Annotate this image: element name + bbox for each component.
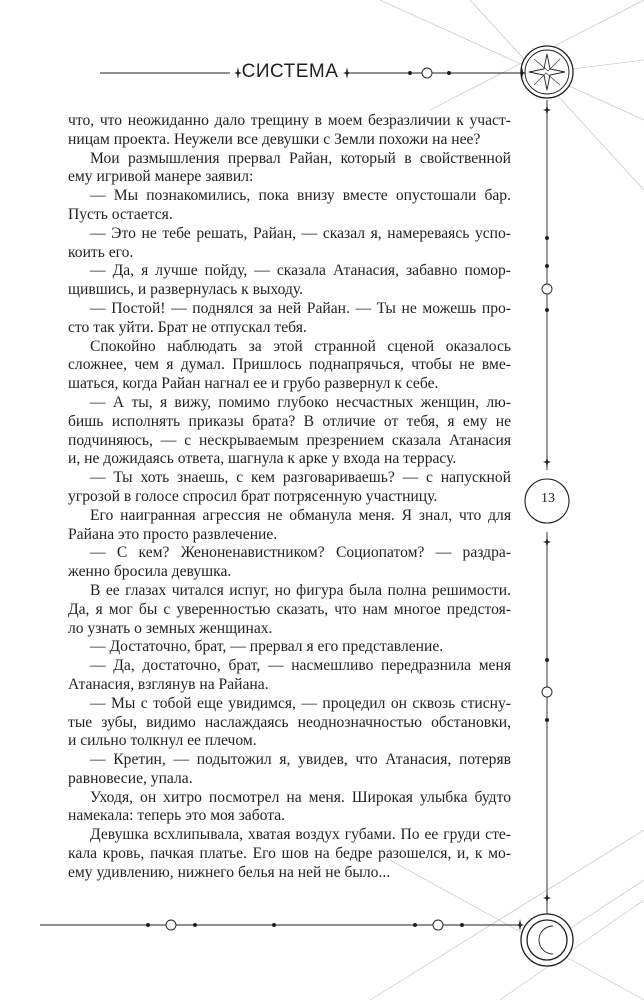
paragraph [68,638,511,657]
text-line: — Постой! — поднялся за ней Райан. — Ты не можешь про- [90,299,511,317]
paragraph [68,112,511,150]
text-line: угрозой в голосе спросил брат потрясенную участницу. [68,487,438,505]
header-ring [422,68,432,78]
text-line: — Мы познакомились, пока внизу вместе опустошали бар. [90,187,511,205]
paragraph [68,262,511,300]
paragraph [68,507,511,545]
running-title: СИСТЕМА [241,61,339,82]
text-line: Девушка всхлипывала, хватая воздух губами. По ее груди сте- [90,826,511,844]
text-line: коить его. [68,243,134,261]
text-line: — С кем? Женоненавистником? Социопатом? — раздра- [90,544,511,562]
text-line: Атанасия, взглянув на Райана. [68,675,269,693]
sparkle-icon [543,892,551,904]
paragraph [68,225,511,263]
text-line: сто так уйти. Брат не отпускал тебя. [68,318,307,336]
text-line: — А ты, я вижу, помимо глубоко несчастных женщин, лю- [90,393,511,411]
text-line: шаться, когда Райан нагнал ее и грубо развернул к себе. [68,375,439,393]
text-line: ло узнать о земных женщинах. [68,619,273,637]
text-line: женно бросила девушка. [68,563,232,581]
text-line: ему удивлению, нижнего белья на ней не было... [68,863,391,881]
paragraph [68,544,511,582]
sparkle-icon [543,456,551,468]
text-line: и сильно толкнул ее плечом. [68,732,257,750]
paragraph [68,582,511,638]
sparkle-icon [543,104,551,116]
paragraph [68,394,511,469]
paragraph [68,695,511,751]
paragraph [68,826,511,882]
text-line: — Ты хоть знаешь, с кем разговариваешь? — с напускной [90,469,511,487]
paragraph [68,657,511,695]
text-line: щившись, и развернулась к выходу. [68,281,304,299]
text-line: Спокойно наблюдать за этой странной сценой оказалось [90,337,511,355]
paragraph [68,789,511,827]
text-line: сложнее, чем я думал. Пришлось поднапрячься, чтобы не вме- [68,356,511,374]
text-line: ницам проекта. Неужели все девушки с Земли похожи на нее? [68,130,481,148]
body-text [68,112,511,883]
text-line: кала кровь, пачкая платье. Его шов на бедре разошелся, и, к мо- [68,845,511,863]
compass-icon [521,46,573,98]
paragraph [68,187,511,225]
text-line: Пусть остается. [68,205,173,223]
paragraph [68,751,511,789]
paragraph [68,150,511,188]
text-line: намекала: теперь это моя забота. [68,807,286,825]
text-line: подчиняюсь, — с нескрываемым презрением сказала Атанасия [68,431,511,449]
text-line: — Да, достаточно, брат, — насмешливо передразнила меня [90,657,511,675]
text-line: — Мы с тобой еще увидимся, — процедил он сквозь стисну- [90,694,511,712]
paragraph [68,338,511,394]
text-line: бишь исполнять приказы брата? В отличие от тебя, я ему не [68,412,511,430]
text-line: — Кретин, — подытожил я, увидев, что Атанасия, потеряв [90,751,511,769]
text-line: — Достаточно, брат, — прервал я его представление. [90,638,444,656]
text-line: тые зубы, видимо наслаждаясь неоднозначностью обстановки, [68,713,511,731]
text-line: — Да, я лучше пойду, — сказала Атанасия, забавно помор- [90,262,511,280]
text-line: Уходя, он хитро посмотрел на меня. Широкая улыбка будто [90,788,511,806]
text-line: Мои размышления прервал Райан, который в свойственной [90,149,511,167]
text-line: Райана это просто развлечение. [68,525,278,543]
paragraph [68,469,511,507]
page-number: 13 [541,491,555,506]
text-line: Да, я мог бы с уверенностью сказать, что нам многое предстоя- [68,600,511,618]
text-line: В ее глазах читался испуг, но фигура была полна решимости. [90,581,511,599]
text-line: что, что неожиданно дало трещину в моем безразличии к участ- [68,112,511,129]
text-line: и, не дожидаясь ответа, шагнула к арке у входа на террасу. [68,450,457,468]
text-line: равновесие, упала. [68,769,193,787]
paragraph [68,300,511,338]
moon-icon [521,914,573,966]
text-line: — Это не тебе решать, Райан, — сказал я, намереваясь успо- [90,224,511,242]
text-line: ему игривой манере заявил: [68,168,254,186]
sparkle-icon [543,536,551,548]
text-line: Его наигранная агрессия не обманула меня. Я знал, что для [90,506,511,524]
